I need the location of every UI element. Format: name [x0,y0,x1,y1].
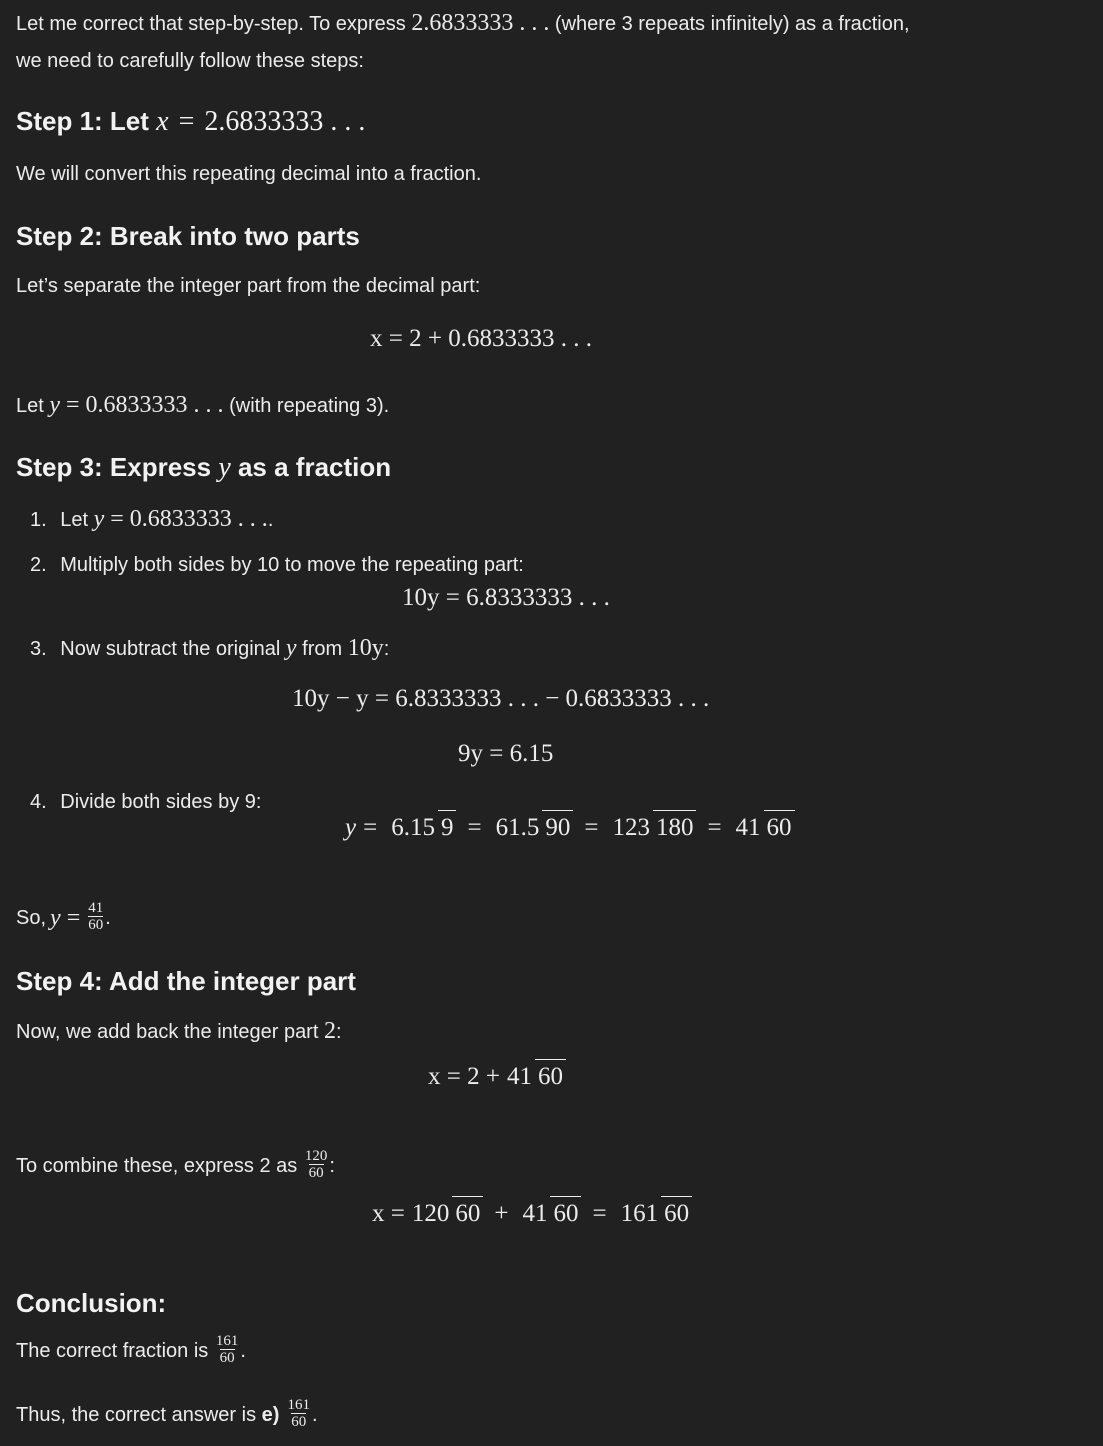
equation-text: 10y = 6.8333333 . . . [402,584,610,611]
list-math: 10y [347,635,384,661]
divide-lhs: y [345,814,357,841]
fraction-numerator: 161 [287,1397,310,1413]
fraction-denominator: 60 [764,810,795,841]
conclusion-text: . [240,1340,246,1362]
answer-label: e) [261,1404,280,1426]
step2-equation [370,325,592,353]
fraction-numerator: 61.5 [495,814,540,841]
fraction-denominator: 60 [219,1350,235,1366]
step3-heading [16,452,391,484]
list-text: Divide both sides by 9: [60,791,262,813]
fraction [493,814,574,842]
fraction-numerator: 161 [620,1200,659,1227]
step1-text: We will convert this repeating decimal into a fraction. [16,163,482,185]
let-math: = 0.6833333 . . . [60,392,224,418]
step4-text [16,1018,342,1045]
step3-heading-text: Step 3: Express [16,452,219,482]
list-number: 4. [30,791,47,813]
equals-sign: = [467,814,482,841]
step4-text-b: : [335,1021,342,1043]
let-text: (with repeating 3). [223,395,390,417]
conclusion-heading: Conclusion: [16,1288,167,1318]
fraction [519,1200,581,1228]
list-text: Let [60,509,94,531]
equation-text: x = 2 + 0.6833333 . . . [370,325,592,352]
equation-text: 10y − y = 6.8333333 . . . − 0.6833333 . . . [292,685,710,712]
step4-text-a: Now, we add back the integer part [16,1021,324,1043]
fraction-denominator: 180 [653,810,697,841]
conclusion-line-2 [16,1399,318,1432]
list-math: = 0.6833333 . . . [104,506,268,532]
fraction-numerator: 41 [735,814,761,841]
so-eq: = [60,905,87,931]
step3-item-3 [30,635,389,662]
list-number: 2. [30,554,47,576]
list-number: 1. [30,509,47,531]
step2-let-line [16,392,389,419]
fraction-numerator: 41 [522,1200,548,1227]
step4-heading: Step 4: Add the integer part [16,966,356,996]
intro-line-1 [16,10,910,37]
fraction-numerator: 120 [411,1200,450,1227]
step4-combine-line [16,1150,335,1183]
fraction [618,1200,693,1228]
step1-var: x [156,106,169,137]
plus-sign: + [494,1200,509,1227]
step1-eq: = [178,106,195,137]
fraction-numerator: 123 [612,814,650,841]
step3-heading-var: y [218,452,231,483]
fraction-denominator: 60 [88,917,104,933]
so-var: y [50,905,61,931]
inline-fraction [216,1333,239,1366]
equals-sign: = [592,1200,607,1227]
list-text: . [267,509,274,531]
step3-eq-divide [345,814,799,842]
step4-math: 2 [323,1018,336,1044]
step3-item-4 [30,791,261,814]
equals-sign: = [584,814,599,841]
let-text: Let [16,395,50,417]
conclusion-text: The correct fraction is [16,1340,214,1362]
list-text: Now subtract the original [60,638,286,660]
list-text: Multiply both sides by 10 to move the repeating part: [60,554,524,576]
step3-eq-subtract [292,685,709,713]
step1-heading-text: Step 1: Let [16,106,157,136]
step2-text: Let’s separate the integer part from the decimal part: [16,275,481,297]
step3-eq-multiply [402,584,610,612]
combine-text: To combine these, express 2 as [16,1155,303,1177]
equation-lhs: x = 2 + [428,1063,500,1090]
inline-fraction [305,1148,328,1181]
fraction-numerator: 41 [506,1063,532,1090]
fraction-denominator: 9 [438,810,457,841]
step4-eq-1 [428,1063,570,1091]
let-var: y [49,392,61,418]
list-text: from [296,638,348,660]
step1-heading [16,106,365,138]
conclusion-line-1 [16,1335,246,1368]
list-number: 3. [30,638,47,660]
step1-value: 2.6833333 . . . [204,106,366,137]
list-var: y [285,635,297,661]
fraction-denominator: 90 [542,810,573,841]
so-text: . [105,907,111,929]
so-text: So, [16,907,47,929]
list-var: y [93,506,105,532]
list-text: : [383,638,390,660]
step4-eq-2 [372,1200,696,1228]
equation-lhs: x = [372,1200,405,1227]
fraction [504,1063,566,1091]
conclusion-text: Thus, the correct answer is [16,1404,262,1426]
fraction [733,814,795,842]
fraction [609,814,696,842]
fraction [409,1200,484,1228]
step3-heading-text: as a fraction [230,452,392,482]
equals-sign: = [363,814,378,841]
conclusion-text: . [311,1404,318,1426]
fraction-numerator: 6.15 [391,814,435,841]
fraction-denominator: 60 [535,1059,566,1090]
fraction-denominator: 60 [452,1196,483,1227]
intro-line-2: we need to carefully follow these steps: [16,50,364,72]
fraction-denominator: 60 [308,1165,324,1181]
combine-text: : [329,1155,335,1177]
inline-fraction [287,1397,310,1430]
step3-item-2 [30,554,524,577]
inline-fraction [88,900,103,933]
fraction-numerator: 41 [88,900,104,916]
step3-item-1 [30,506,273,533]
fraction-denominator: 60 [291,1414,307,1430]
fraction-numerator: 161 [215,1333,239,1349]
step2-heading: Step 2: Break into two parts [16,221,360,251]
fraction-denominator: 60 [550,1196,581,1227]
intro-text: (where 3 repeats infinitely) as a fraction, [549,13,910,35]
fraction-denominator: 60 [661,1196,692,1227]
equals-sign: = [707,814,722,841]
intro-text: Let me correct that step-by-step. To express [16,13,412,35]
intro-math: 2.6833333 . . . [411,10,550,36]
fraction [388,814,456,842]
fraction-numerator: 120 [304,1148,328,1164]
step3-so-line [16,902,111,935]
step3-eq-nine [458,740,553,768]
equation-text: 9y = 6.15 [458,740,554,767]
